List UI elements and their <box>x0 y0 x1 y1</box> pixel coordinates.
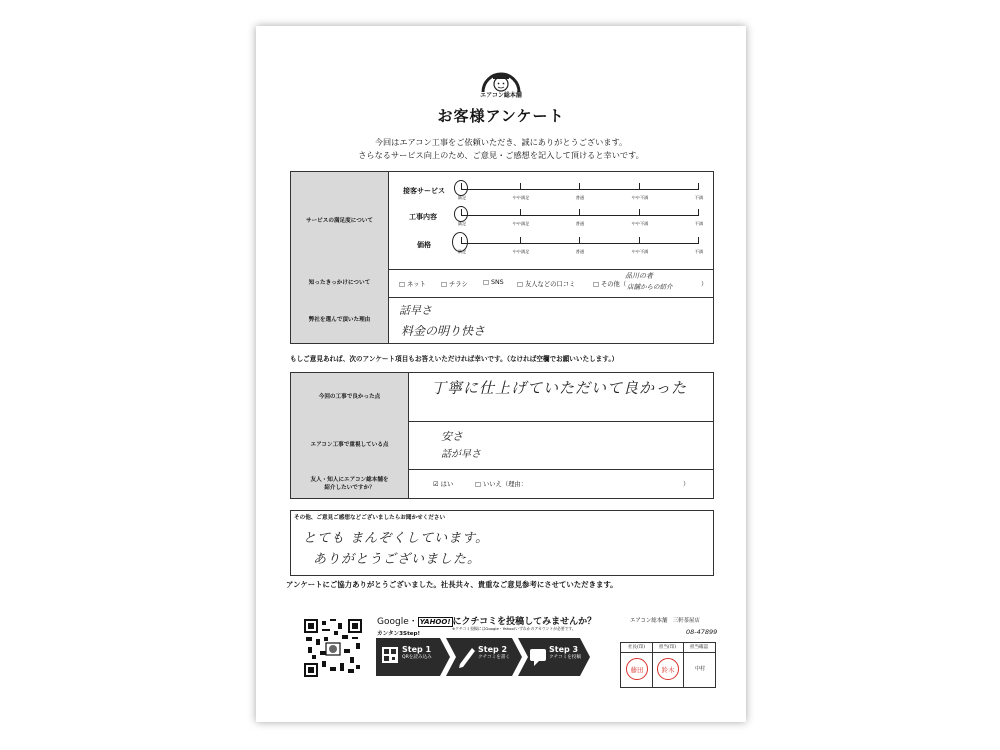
selected-circle-price <box>452 232 468 252</box>
stamp-staff: 鈴木 <box>657 658 679 680</box>
survey-sheet <box>256 26 746 722</box>
optional-note: もしご意見あれば、次のアンケート項目もお答えいただければ幸いです。（なければ空欄でお願いいたします。） <box>290 355 619 363</box>
option-flyer[interactable]: □ チラシ <box>441 281 468 288</box>
selected-circle-work <box>454 206 468 222</box>
source-label: 知ったきっかけについて <box>291 269 389 297</box>
option-net[interactable]: □ ネット <box>399 281 426 288</box>
referral-no[interactable]: □ いいえ（理由： <box>475 481 528 488</box>
page-title: お客様アンケート <box>437 107 565 125</box>
reason-handwritten-1: 話早さ <box>399 304 432 317</box>
good-point-handwritten: 丁寧に仕上げていただいて良かった <box>431 379 688 397</box>
stamp-table: 社長(印) 担当(印) 担当確認 藤田 鈴木 中村 <box>620 642 716 688</box>
stamp-confirm: 中村 <box>694 666 705 672</box>
survey-table-optional: 今回の工事で良かった点 エアコン工事で重視している点 友人・知人にエアコン総本舗を 紹介したいですか？ 丁寧に仕上げていただいて良かった 安さ 話が早さ ☑ はい □ いいえ（理由： ） <box>290 372 714 499</box>
other-handwritten-1: 品川の者 <box>625 272 653 280</box>
rating-label-work: 工事内容 <box>409 213 437 221</box>
option-sns[interactable]: □ SNS <box>483 279 504 286</box>
good-point-label: 今回の工事で良かった点 <box>291 373 409 421</box>
priority-handwritten-1: 安さ <box>441 430 463 443</box>
referral-label: 友人・知人にエアコン総本舗を 紹介したいですか？ <box>291 469 409 498</box>
other-handwritten-2: 店舗からの紹介 <box>627 283 673 291</box>
logo-text: エアコン総本舗 <box>480 92 522 99</box>
satisfaction-label: サービスの満足度について <box>291 172 389 269</box>
easy-steps-label: カンタン3Step! <box>377 631 421 637</box>
reason-handwritten-2: 料金の明り快さ <box>401 324 486 338</box>
referral-yes[interactable]: ☑ はい <box>433 481 454 488</box>
review-note: ※クチコミ投稿にはGoogle・Yahoo!いずれかのアカウントが必要です。 <box>452 626 576 631</box>
step-3: Step 3 クチコミを投稿 <box>549 645 581 660</box>
option-word-of-mouth[interactable]: □ 友人などの口コミ <box>517 281 576 288</box>
stamp-president: 藤田 <box>626 658 648 680</box>
thanks-message: アンケートにご協力ありがとうございました。社長共々、貴重なご意見参考にさせていただきます。 <box>286 580 618 589</box>
review-heading: Google・ YAHOO! にクチコミを投稿してみませんか？ <box>377 617 597 627</box>
intro-text: 今回はエアコン工事をご依頼いただき、誠にありがとうございます。 さらなるサービス向上のため、ご意見・ご感想を記入して頂けると幸いです。 <box>358 137 644 160</box>
survey-table-main: サービスの満足度について 知ったきっかけについて 弊社を選んで頂いた理由 接客サービス 満足 やや満足 普通 やや不満 不満 工事内容 満足 やや満足 普通 やや不満 不満 価格 満足 やや満足 普通 やや不満 不満 □ ネット □ チラシ □ SNS □ 友人などの口コミ □ その他（ 品川の者 店舗からの紹介 ） 話早さ 料金の明り快さ <box>290 171 714 344</box>
company-logo <box>475 70 527 100</box>
priority-handwritten-2: 話が早さ <box>441 449 481 460</box>
free-comment-box <box>290 510 714 576</box>
option-other[interactable]: □ その他（ <box>593 281 627 288</box>
priority-label: エアコン工事で重視している点 <box>291 421 409 469</box>
selected-circle-service <box>454 180 468 196</box>
free-comment-handwritten-2: ありがとうございました。 <box>313 552 482 567</box>
free-comment-label: その他、ご意見ご感想などございましたらお聞かせください <box>294 515 446 521</box>
rating-label-price: 価格 <box>417 241 431 249</box>
rating-label-service: 接客サービス <box>403 187 445 195</box>
reason-label: 弊社を選んで頂いた理由 <box>291 297 389 343</box>
store-name: エアコン総本舗 三軒茶屋店 <box>630 618 700 624</box>
free-comment-handwritten-1: とても まんぞくしています。 <box>303 531 490 546</box>
qr-code[interactable] <box>304 619 362 677</box>
store-number: 08-47899 <box>686 628 718 636</box>
step-2: Step 2 クチコミを書く <box>478 645 510 660</box>
step-1: Step 1 QRを読み込み <box>402 645 432 660</box>
